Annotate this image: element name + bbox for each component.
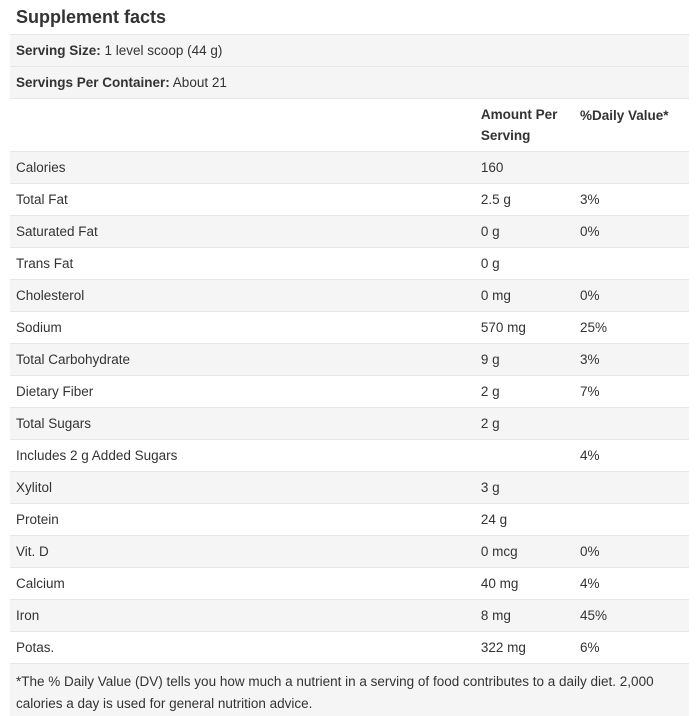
nutrient-amount: 2.5 g: [480, 192, 511, 207]
nutrient-amount: 0 mg: [480, 288, 511, 303]
daily-value-footnote: *The % Daily Value (DV) tells you how much a nutrient in a serving of food contributes to a daily diet. 2,000 calories a day is used for general nutrition advice.: [10, 664, 689, 716]
nutrient-amount: 0 g: [480, 224, 500, 239]
nutrient-daily-value: 4%: [579, 576, 600, 591]
nutrient-amount: 322 mg: [480, 640, 526, 655]
nutrient-daily-value: 45%: [579, 608, 607, 623]
table-row: [10, 344, 689, 376]
nutrient-name: Iron: [16, 608, 40, 623]
nutrient-amount: 0 mcg: [480, 544, 518, 559]
servings-per-container-value: About 21: [169, 75, 227, 90]
table-row: [10, 280, 689, 312]
nutrient-daily-value: 4%: [579, 448, 600, 463]
nutrient-amount: 0 g: [480, 256, 500, 271]
servings-per-container-row: [10, 67, 689, 99]
nutrient-name: Calories: [16, 160, 66, 175]
table-row: [10, 152, 689, 184]
nutrient-name: Cholesterol: [16, 288, 85, 303]
nutrient-amount: 160: [480, 160, 504, 175]
table-row: [10, 568, 689, 600]
nutrient-name: Total Carbohydrate: [16, 352, 131, 367]
nutrient-amount: 2 g: [480, 416, 500, 431]
panel-title: Supplement facts: [10, 0, 689, 35]
nutrient-name: Total Sugars: [16, 416, 92, 431]
table-row: [10, 248, 689, 280]
nutrient-name: Total Fat: [16, 192, 68, 207]
nutrient-amount: 9 g: [480, 352, 500, 367]
column-header-row: [10, 99, 689, 152]
table-row: [10, 184, 689, 216]
nutrient-name: Vit. D: [16, 544, 49, 559]
nutrient-amount: 24 g: [480, 512, 508, 527]
nutrient-name: Sodium: [16, 320, 62, 335]
nutrient-amount: 3 g: [480, 480, 500, 495]
nutrient-daily-value: 7%: [579, 384, 600, 399]
nutrient-amount: 40 mg: [480, 576, 519, 591]
table-row: [10, 440, 689, 472]
nutrient-daily-value: 0%: [579, 544, 600, 559]
nutrient-name: Trans Fat: [16, 256, 74, 271]
nutrient-daily-value: 0%: [579, 288, 600, 303]
table-row: [10, 408, 689, 440]
nutrient-daily-value: 0%: [579, 224, 600, 239]
nutrient-name: Xylitol: [16, 480, 53, 495]
nutrient-daily-value: 6%: [579, 640, 600, 655]
servings-per-container-label: Servings Per Container:: [16, 75, 170, 90]
serving-size-row: [10, 35, 689, 67]
table-row: [10, 216, 689, 248]
nutrient-name: Potas.: [16, 640, 55, 655]
nutrient-name: Calcium: [16, 576, 65, 591]
header-daily-value: %Daily Value*: [579, 108, 669, 123]
nutrient-name: Saturated Fat: [16, 224, 98, 239]
table-row: [10, 600, 689, 632]
serving-size-value: 1 level scoop (44 g): [100, 43, 223, 58]
serving-size-label: Serving Size:: [16, 43, 101, 58]
table-row: [10, 472, 689, 504]
nutrient-daily-value: 3%: [579, 352, 600, 367]
header-amount-per-serving: Amount Per Serving: [480, 107, 558, 143]
nutrient-amount: 8 mg: [480, 608, 511, 623]
table-row: [10, 632, 689, 664]
nutrient-daily-value: 3%: [579, 192, 600, 207]
table-row: [10, 376, 689, 408]
table-row: [10, 536, 689, 568]
nutrient-rows: [10, 152, 689, 664]
nutrient-name: Protein: [16, 512, 59, 527]
nutrient-amount: 570 mg: [480, 320, 526, 335]
nutrient-amount: 2 g: [480, 384, 500, 399]
table-row: [10, 504, 689, 536]
nutrient-name: Dietary Fiber: [16, 384, 94, 399]
table-row: [10, 312, 689, 344]
nutrient-daily-value: 25%: [579, 320, 607, 335]
nutrient-name: Includes 2 g Added Sugars: [16, 448, 178, 463]
